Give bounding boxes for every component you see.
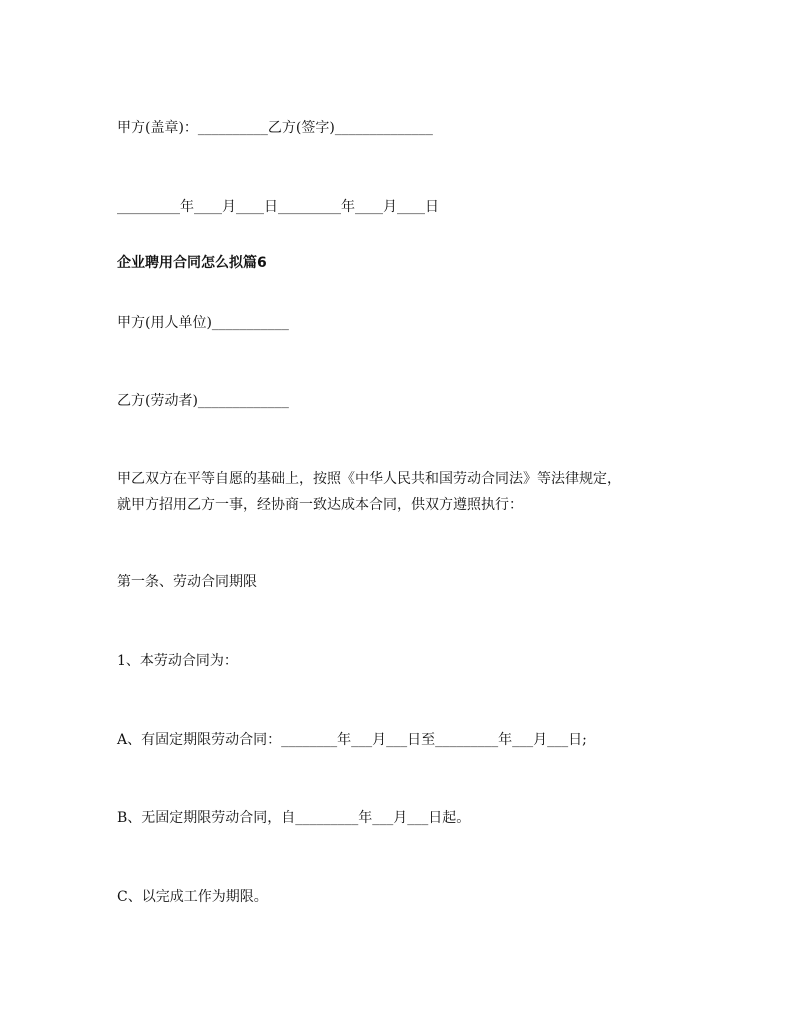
- party-a-line: 甲方(用人单位)___________: [117, 315, 289, 331]
- intro-paragraph-line-2: 就甲方招用乙方一事，经协商一致达成本合同，供双方遵照执行：: [117, 497, 523, 513]
- section-heading: 企业聘用合同怎么拟篇6: [117, 255, 267, 271]
- article-1-heading: 第一条、劳动合同期限: [117, 574, 257, 590]
- party-b-line: 乙方(劳动者)_____________: [117, 393, 289, 409]
- option-c: C、以完成工作为期限。: [117, 889, 268, 905]
- intro-paragraph-line-1: 甲乙双方在平等自愿的基础上，按照《中华人民共和国劳动合同法》等法律规定，: [117, 471, 621, 487]
- option-b: B、无固定期限劳动合同，自_________年___月___日起。: [117, 810, 471, 826]
- signature-line: 甲方(盖章)：__________乙方(签字)______________: [117, 120, 433, 136]
- clause-1: 1、本劳动合同为：: [117, 653, 238, 669]
- option-a: A、有固定期限劳动合同：________年___月___日至_________年___月___日;: [117, 732, 587, 748]
- signature-date-line: _________年____月____日_________年____月____日: [117, 199, 439, 215]
